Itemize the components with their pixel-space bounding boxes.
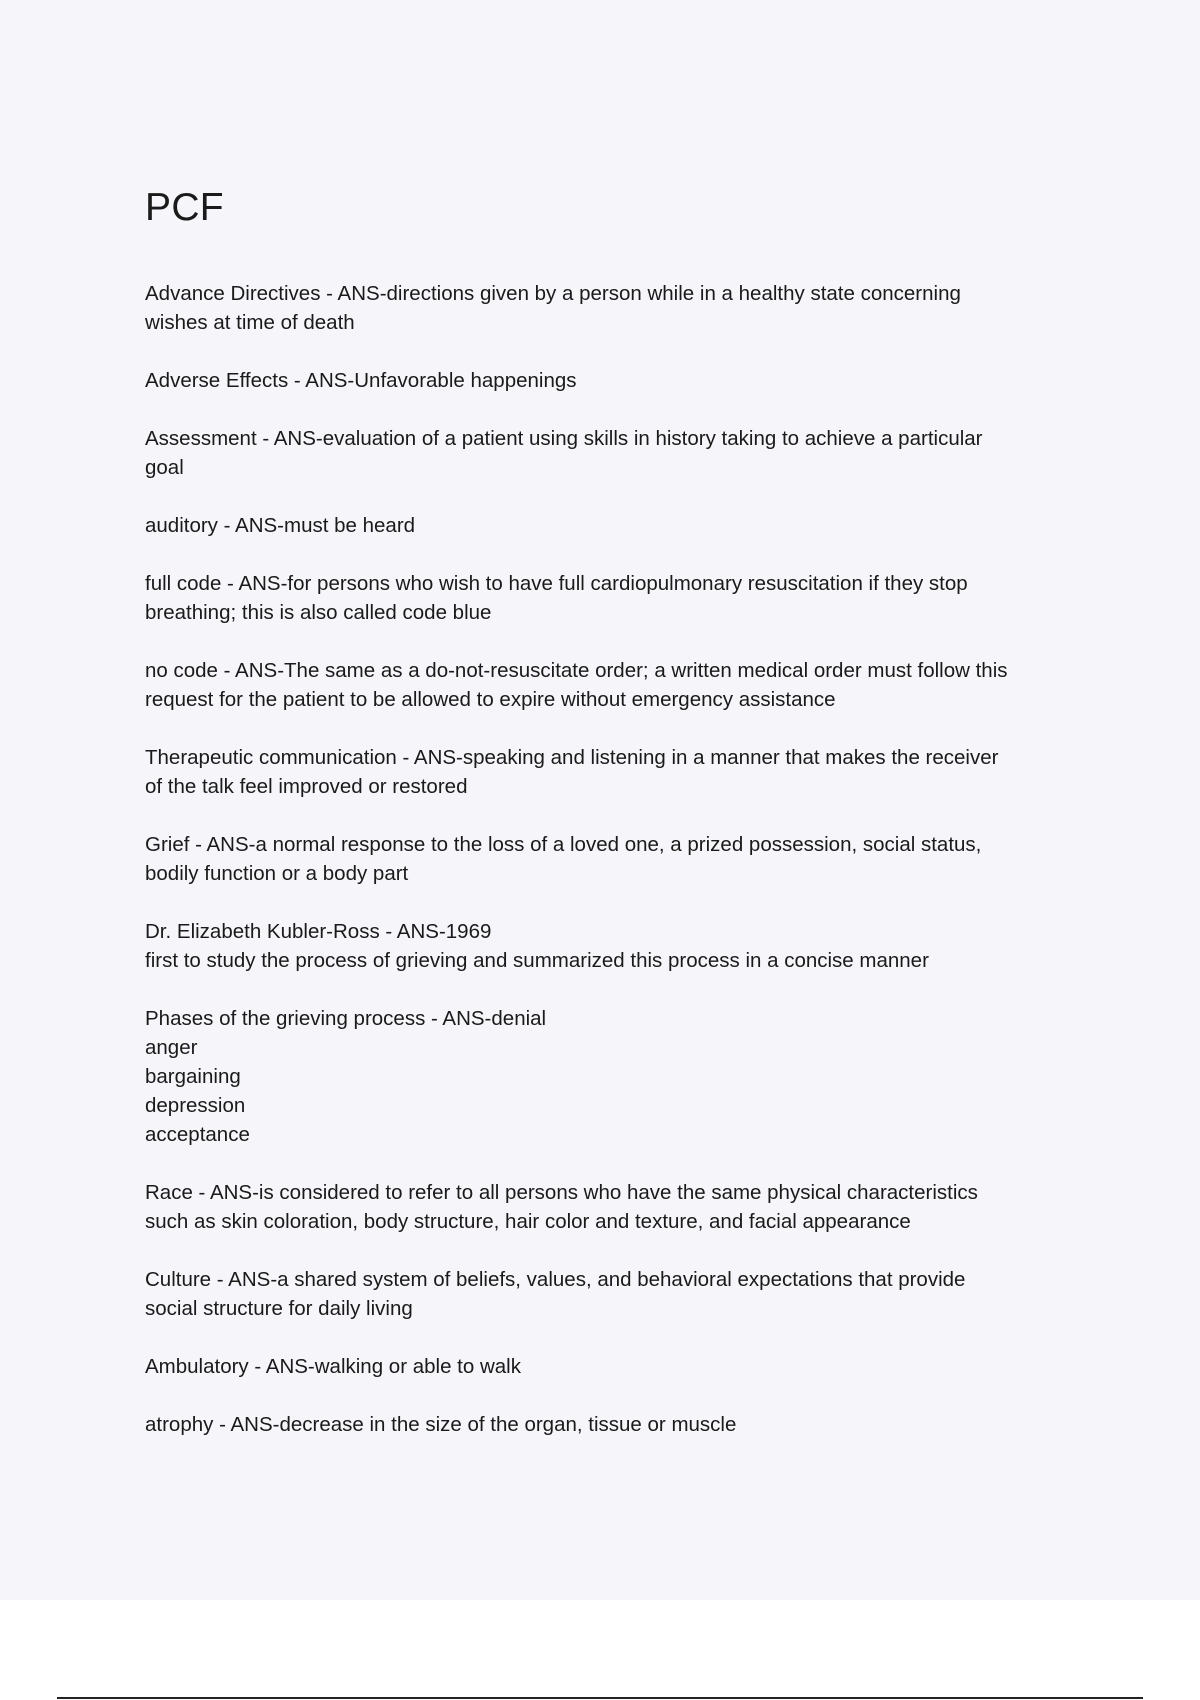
entry-race: Race - ANS-is considered to refer to all persons who have the same physical characteristics such as skin coloration, body structure, hair color and texture, and facial appearance [145,1181,978,1233]
entry-grief: Grief - ANS-a normal response to the loss of a loved one, a prized possession, social status, bodily function or a body part [145,833,982,885]
entry-kubler-ross: Dr. Elizabeth Kubler-Ross - ANS-1969 first to study the process of grieving and summarized this process in a concise manner [145,920,929,972]
entry-atrophy: atrophy - ANS-decrease in the size of the organ, tissue or muscle [145,1413,737,1436]
entry-grieving-phases: Phases of the grieving process - ANS-denial anger bargaining depression acceptance [145,1007,547,1146]
document-title: PCF [145,186,224,229]
entry-full-code: full code - ANS-for persons who wish to have full cardiopulmonary resuscitation if they stop breathing; this is also called code blue [145,572,968,624]
entry-assessment: Assessment - ANS-evaluation of a patient using skills in history taking to achieve a particular goal [145,427,983,479]
entry-no-code: no code - ANS-The same as a do-not-resuscitate order; a written medical order must follow this request for the patient to be allowed to expire without emergency assistance [145,659,1008,711]
entry-advance-directives: Advance Directives - ANS-directions given by a person while in a healthy state concerning wishes at time of death [145,282,961,334]
entry-therapeutic-communication: Therapeutic communication - ANS-speaking and listening in a manner that makes the receiver of the talk feel improved or restored [145,746,999,798]
footer-divider [57,1697,1143,1699]
entry-adverse-effects: Adverse Effects - ANS-Unfavorable happenings [145,369,577,392]
entry-auditory: auditory - ANS-must be heard [145,514,416,537]
entry-culture: Culture - ANS-a shared system of beliefs, values, and behavioral expectations that provide social structure for daily living [145,1268,966,1320]
document-content [145,180,1085,1468]
entry-ambulatory: Ambulatory - ANS-walking or able to walk [145,1355,521,1378]
